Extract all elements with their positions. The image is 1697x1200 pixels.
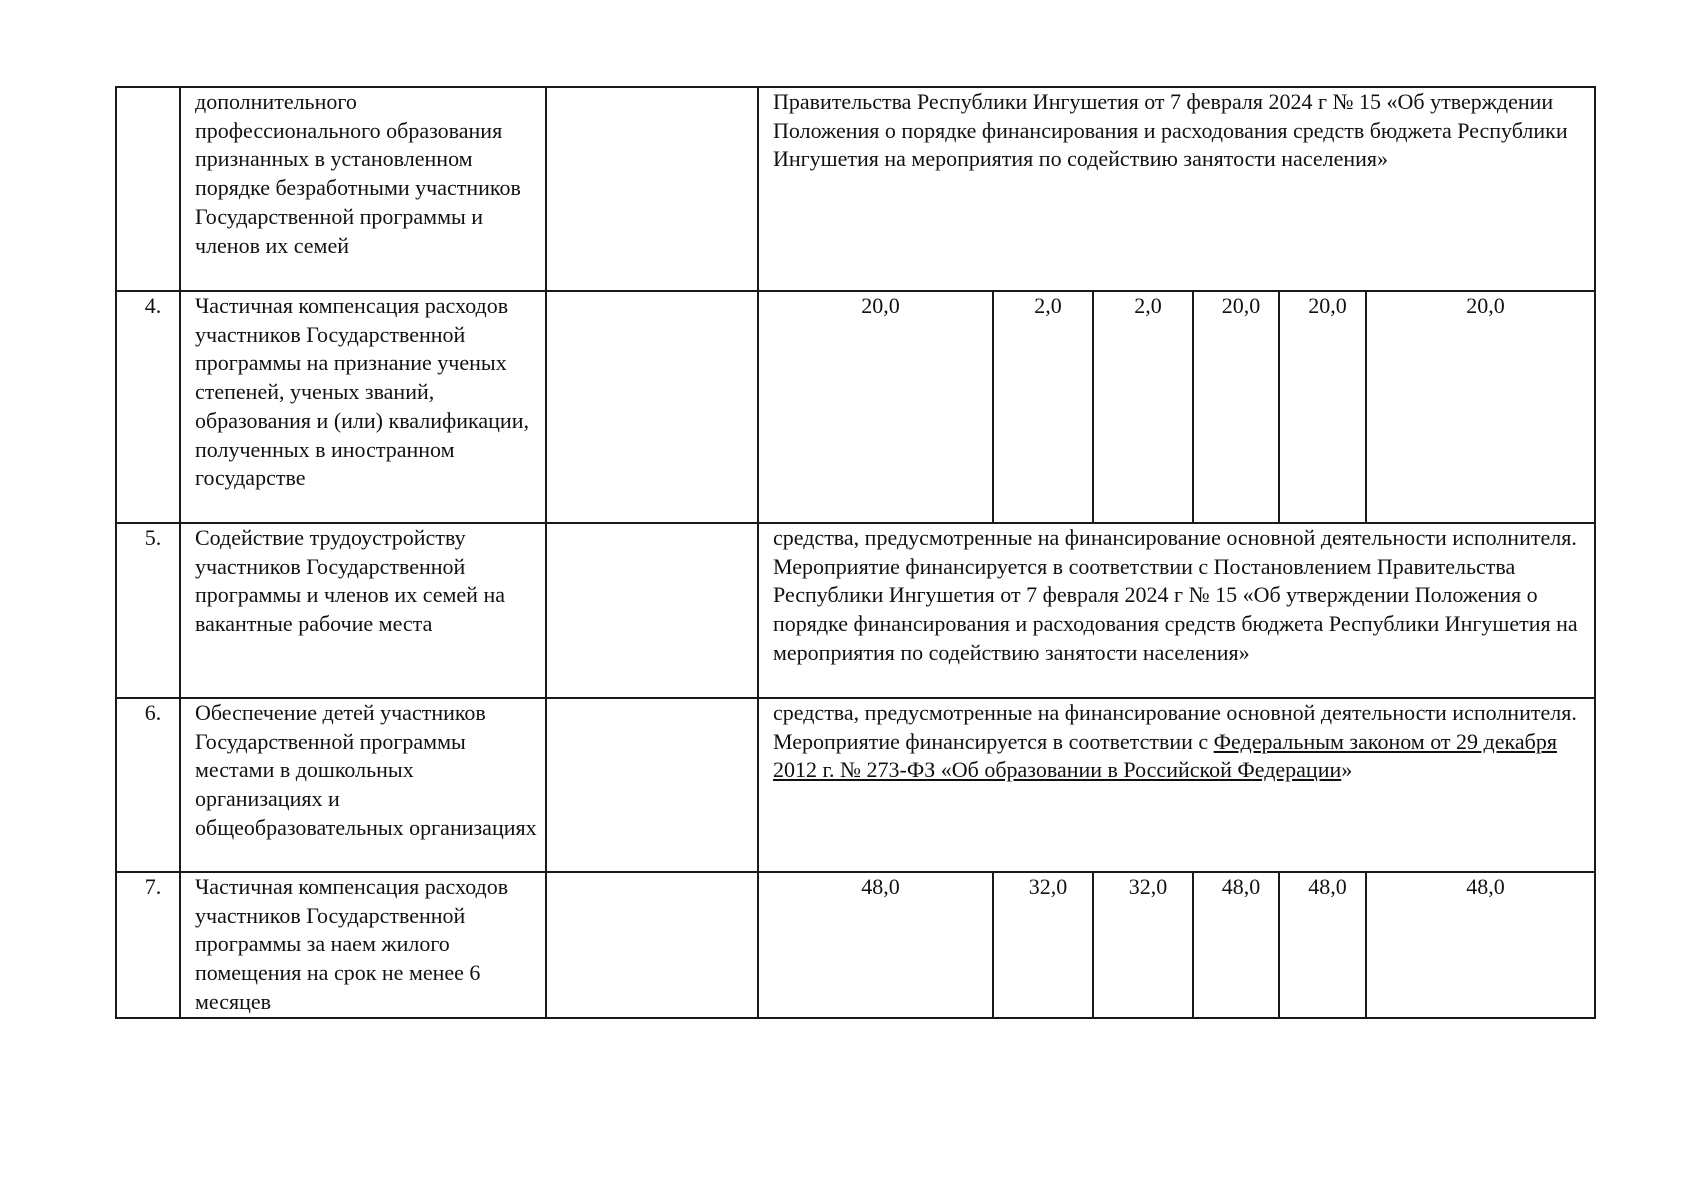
row-number xyxy=(116,87,180,291)
value-cell: 20,0 xyxy=(1366,291,1595,523)
federal-law-link[interactable]: Федеральным законом от 29 декабря 2012 г. № 273-ФЗ «Об образовании в Российской Федерации xyxy=(773,728,1557,783)
empty-cell xyxy=(546,523,758,698)
activity-name: дополнительного профессионального образования признанных в установленном порядке безработными участников Государственной программы и членов их семей xyxy=(180,87,546,291)
funding-prefix: средства, предусмотренные на финансирование основной деятельности исполнителя. Мероприятие финансируется в соответствии с xyxy=(773,700,1577,754)
value-cell: 20,0 xyxy=(758,291,993,523)
value-cell: 48,0 xyxy=(1366,872,1595,1018)
empty-cell xyxy=(546,698,758,872)
value-cell: 48,0 xyxy=(758,872,993,1018)
value-cell: 20,0 xyxy=(1279,291,1366,523)
activity-name: Частичная компенсация расходов участников Государственной программы за наем жилого помещения на срок не менее 6 месяцев xyxy=(180,872,546,1018)
row-number: 6. xyxy=(116,698,180,872)
activity-name: Содействие трудоустройству участников Государственной программы и членов их семей на вакантные рабочие места xyxy=(180,523,546,698)
empty-cell xyxy=(546,291,758,523)
row-number: 4. xyxy=(116,291,180,523)
table-row xyxy=(116,87,1595,291)
funding-description: Правительства Республики Ингушетия от 7 февраля 2024 г № 15 «Об утверждении Положения о порядке финансирования и расходования средств бюджета Республики Ингушетия на мероприятия по содействию занятости населения» xyxy=(758,87,1595,291)
activity-name: Обеспечение детей участников Государственной программы местами в дошкольных организациях и общеобразовательных организациях xyxy=(180,698,546,872)
value-cell: 20,0 xyxy=(1193,291,1279,523)
value-cell: 2,0 xyxy=(993,291,1093,523)
value-cell: 32,0 xyxy=(993,872,1093,1018)
table-row xyxy=(116,523,1595,698)
value-cell: 48,0 xyxy=(1193,872,1279,1018)
funding-description: средства, предусмотренные на финансирование основной деятельности исполнителя. Мероприятие финансируется в соответствии с Постановлением Правительства Республики Ингушетия от 7 февраля 2024 г № 15 «Об утверждении Положения о порядке финансирования и расходования средств бюджета Республики Ингушетия на мероприятия по содействию занятости населения» xyxy=(758,523,1595,698)
funding-suffix: » xyxy=(1341,757,1353,783)
value-cell: 32,0 xyxy=(1093,872,1193,1018)
empty-cell xyxy=(546,872,758,1018)
value-cell: 48,0 xyxy=(1279,872,1366,1018)
row-number: 7. xyxy=(116,872,180,1018)
table-row xyxy=(116,291,1595,523)
table-row xyxy=(116,872,1595,1018)
empty-cell xyxy=(546,87,758,291)
value-cell: 2,0 xyxy=(1093,291,1193,523)
funding-description xyxy=(758,698,1595,872)
program-activities-table xyxy=(115,86,1596,1019)
table-row xyxy=(116,698,1595,872)
activity-name: Частичная компенсация расходов участников Государственной программы на признание ученых степеней, ученых званий, образования и (или) квалификации, полученных в иностранном государстве xyxy=(180,291,546,523)
row-number: 5. xyxy=(116,523,180,698)
